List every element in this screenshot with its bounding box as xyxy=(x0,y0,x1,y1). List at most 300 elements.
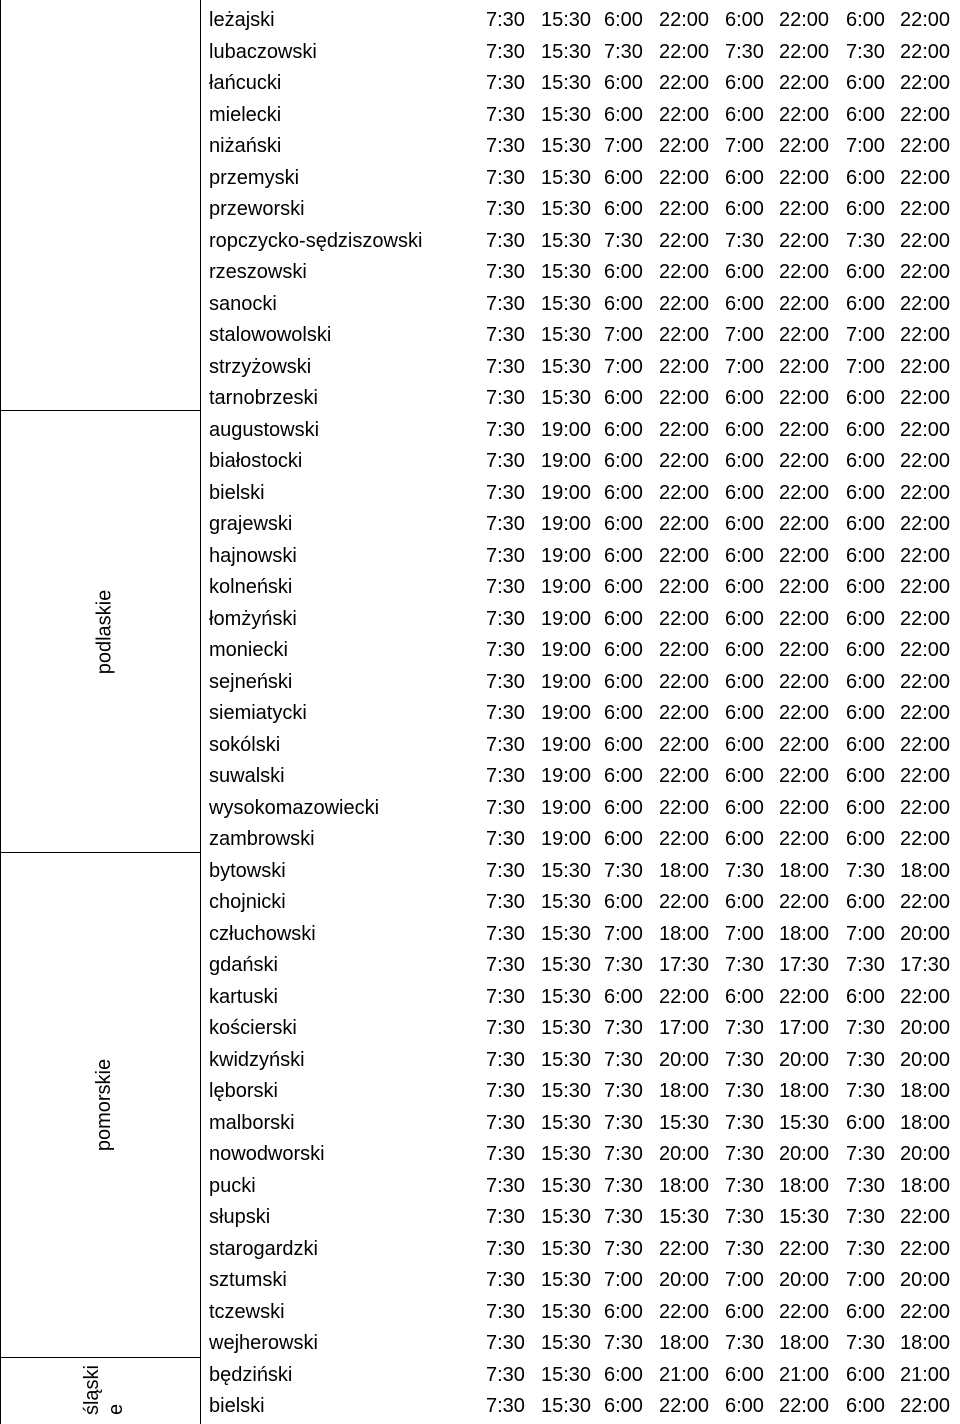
time-cell: 7:00 xyxy=(604,1269,643,1291)
county-name: stalowowolski xyxy=(209,324,332,346)
time-cell: 20:00 xyxy=(900,1269,951,1291)
time-cell: 22:00 xyxy=(659,135,710,157)
time-cell: 22:00 xyxy=(900,450,951,472)
time-cell: 19:00 xyxy=(541,576,592,598)
table-row xyxy=(200,791,960,823)
table-row xyxy=(200,1232,960,1264)
time-cell: 6:00 xyxy=(846,796,885,819)
time-cell: 15:30 xyxy=(541,387,592,409)
time-cell: 6:00 xyxy=(846,828,885,850)
time-cell: 22:00 xyxy=(659,639,710,661)
time-cell: 6:00 xyxy=(604,828,643,850)
time-cell: 7:30 xyxy=(604,1332,643,1354)
time-cell: 7:30 xyxy=(486,1017,525,1039)
time-cell: 7:30 xyxy=(604,40,643,63)
time-cell: 22:00 xyxy=(900,639,951,661)
table-row xyxy=(200,350,960,382)
time-cell: 7:30 xyxy=(486,891,525,913)
table-row xyxy=(200,948,960,980)
table-row xyxy=(200,35,960,67)
time-cell: 20:00 xyxy=(779,1048,830,1071)
table-row xyxy=(200,1200,960,1232)
time-cell: 18:00 xyxy=(659,1080,710,1102)
time-cell: 15:30 xyxy=(541,985,592,1008)
time-cell: 6:00 xyxy=(725,702,764,724)
table-row xyxy=(200,66,960,98)
time-cell: 22:00 xyxy=(779,9,830,31)
time-cell: 22:00 xyxy=(900,985,951,1008)
time-cell: 6:00 xyxy=(725,639,764,661)
time-cell: 6:00 xyxy=(846,1395,885,1417)
county-name: ropczycko-sędziszowski xyxy=(209,229,423,252)
time-cell: 22:00 xyxy=(900,9,951,31)
time-cell: 19:00 xyxy=(541,418,592,441)
time-cell: 6:00 xyxy=(846,72,885,94)
time-cell: 6:00 xyxy=(846,891,885,913)
group-label-line1: śląski xyxy=(80,1364,103,1416)
time-cell: 6:00 xyxy=(846,513,885,535)
time-cell: 15:30 xyxy=(541,229,592,252)
table-row xyxy=(200,759,960,791)
time-cell: 22:00 xyxy=(900,261,951,283)
time-cell: 17:30 xyxy=(659,954,710,976)
county-name: sejneński xyxy=(209,670,293,693)
table-row xyxy=(200,1106,960,1138)
time-cell: 22:00 xyxy=(779,198,830,220)
time-cell: 6:00 xyxy=(604,292,643,315)
time-cell: 6:00 xyxy=(846,261,885,283)
table-row xyxy=(200,728,960,760)
time-cell: 22:00 xyxy=(659,702,710,724)
time-cell: 20:00 xyxy=(659,1269,710,1291)
time-cell: 6:00 xyxy=(846,985,885,1008)
time-cell: 22:00 xyxy=(659,1300,710,1323)
time-cell: 18:00 xyxy=(900,1111,951,1134)
county-name: bielski xyxy=(209,1395,265,1417)
time-cell: 6:00 xyxy=(604,387,643,409)
time-cell: 15:30 xyxy=(659,1111,710,1134)
time-cell: 22:00 xyxy=(900,229,951,252)
time-cell: 7:30 xyxy=(486,40,525,63)
county-name: malborski xyxy=(209,1111,295,1134)
time-cell: 7:30 xyxy=(486,985,525,1008)
table-row xyxy=(200,255,960,287)
time-cell: 15:30 xyxy=(541,891,592,913)
time-cell: 7:30 xyxy=(486,1395,525,1417)
time-cell: 22:00 xyxy=(659,544,710,567)
time-cell: 22:00 xyxy=(900,513,951,535)
time-cell: 7:30 xyxy=(725,1143,764,1165)
time-cell: 6:00 xyxy=(846,166,885,189)
time-cell: 7:30 xyxy=(486,387,525,409)
time-cell: 7:30 xyxy=(725,40,764,63)
time-cell: 7:30 xyxy=(486,670,525,693)
time-cell: 6:00 xyxy=(725,481,764,504)
time-cell: 22:00 xyxy=(900,1395,951,1417)
time-cell: 7:00 xyxy=(846,355,885,378)
time-cell: 15:30 xyxy=(541,166,592,189)
time-cell: 15:30 xyxy=(541,103,592,126)
county-name: zambrowski xyxy=(209,828,315,850)
time-cell: 7:00 xyxy=(846,135,885,157)
time-cell: 20:00 xyxy=(900,1048,951,1071)
time-cell: 22:00 xyxy=(659,40,710,63)
county-name: leżajski xyxy=(209,9,275,31)
county-name: niżański xyxy=(209,135,282,157)
time-cell: 15:30 xyxy=(541,72,592,94)
time-cell: 7:30 xyxy=(604,1111,643,1134)
time-cell: 6:00 xyxy=(604,418,643,441)
county-name: łańcucki xyxy=(209,72,282,94)
time-cell: 15:30 xyxy=(541,1206,592,1228)
time-cell: 7:30 xyxy=(604,1237,643,1260)
time-cell: 6:00 xyxy=(604,670,643,693)
time-cell: 7:30 xyxy=(486,954,525,976)
time-cell: 22:00 xyxy=(900,387,951,409)
time-cell: 22:00 xyxy=(900,796,951,819)
time-cell: 17:00 xyxy=(659,1017,710,1039)
time-cell: 15:30 xyxy=(541,1174,592,1197)
table-row xyxy=(200,1389,960,1421)
time-cell: 6:00 xyxy=(604,9,643,31)
time-cell: 22:00 xyxy=(779,450,830,472)
time-cell: 6:00 xyxy=(846,733,885,756)
time-cell: 6:00 xyxy=(846,576,885,598)
time-cell: 6:00 xyxy=(846,639,885,661)
county-name: łomżyński xyxy=(209,607,297,630)
time-cell: 22:00 xyxy=(779,1237,830,1260)
time-cell: 20:00 xyxy=(779,1143,830,1165)
time-cell: 17:00 xyxy=(779,1017,830,1039)
time-cell: 7:30 xyxy=(725,1048,764,1071)
county-name: lęborski xyxy=(209,1080,278,1102)
time-cell: 15:30 xyxy=(541,1017,592,1039)
time-cell: 18:00 xyxy=(659,922,710,945)
time-cell: 22:00 xyxy=(900,72,951,94)
time-cell: 18:00 xyxy=(900,1080,951,1102)
county-name: kolneński xyxy=(209,576,293,598)
time-cell: 22:00 xyxy=(779,828,830,850)
county-name: siemiatycki xyxy=(209,702,307,724)
time-cell: 22:00 xyxy=(659,292,710,315)
time-cell: 7:30 xyxy=(846,40,885,63)
time-cell: 22:00 xyxy=(659,576,710,598)
time-cell: 7:30 xyxy=(486,481,525,504)
time-cell: 15:30 xyxy=(541,198,592,220)
time-cell: 7:30 xyxy=(486,1143,525,1165)
time-cell: 7:30 xyxy=(486,765,525,787)
time-cell: 18:00 xyxy=(779,1174,830,1197)
time-cell: 6:00 xyxy=(725,985,764,1008)
time-cell: 22:00 xyxy=(659,765,710,787)
time-cell: 7:00 xyxy=(604,135,643,157)
time-cell: 15:30 xyxy=(659,1206,710,1228)
time-cell: 7:30 xyxy=(846,1174,885,1197)
time-cell: 22:00 xyxy=(900,702,951,724)
time-cell: 7:00 xyxy=(725,922,764,945)
time-cell: 6:00 xyxy=(725,1300,764,1323)
time-cell: 7:30 xyxy=(486,166,525,189)
time-cell: 22:00 xyxy=(659,324,710,346)
time-cell: 7:30 xyxy=(486,828,525,850)
table-row xyxy=(200,1263,960,1295)
time-cell: 7:30 xyxy=(604,1017,643,1039)
time-cell: 15:30 xyxy=(541,355,592,378)
time-cell: 20:00 xyxy=(900,922,951,945)
time-cell: 15:30 xyxy=(541,954,592,976)
time-cell: 7:30 xyxy=(486,513,525,535)
time-cell: 6:00 xyxy=(725,418,764,441)
time-cell: 19:00 xyxy=(541,796,592,819)
time-cell: 7:30 xyxy=(604,1048,643,1071)
county-name: augustowski xyxy=(209,418,320,441)
time-cell: 22:00 xyxy=(900,607,951,630)
time-cell: 7:30 xyxy=(486,1269,525,1291)
time-cell: 7:30 xyxy=(486,324,525,346)
table-row xyxy=(200,1295,960,1327)
time-cell: 22:00 xyxy=(900,103,951,126)
table-row xyxy=(200,161,960,193)
time-cell: 6:00 xyxy=(725,387,764,409)
time-cell: 22:00 xyxy=(779,1300,830,1323)
time-cell: 22:00 xyxy=(900,198,951,220)
time-cell: 6:00 xyxy=(846,765,885,787)
time-cell: 6:00 xyxy=(725,103,764,126)
table-row xyxy=(200,413,960,445)
time-cell: 6:00 xyxy=(725,1363,764,1386)
group-label-text: podlaskie xyxy=(92,589,115,674)
time-cell: 7:00 xyxy=(846,1269,885,1291)
time-cell: 7:30 xyxy=(486,229,525,252)
time-cell: 6:00 xyxy=(604,481,643,504)
time-cell: 22:00 xyxy=(659,607,710,630)
time-cell: 19:00 xyxy=(541,639,592,661)
time-cell: 7:00 xyxy=(604,355,643,378)
time-cell: 19:00 xyxy=(541,450,592,472)
county-name: hajnowski xyxy=(209,544,297,567)
time-cell: 6:00 xyxy=(604,1363,643,1386)
table-row xyxy=(200,917,960,949)
time-cell: 22:00 xyxy=(779,387,830,409)
time-cell: 6:00 xyxy=(846,198,885,220)
time-cell: 19:00 xyxy=(541,702,592,724)
time-cell: 22:00 xyxy=(659,72,710,94)
time-cell: 22:00 xyxy=(779,166,830,189)
time-cell: 22:00 xyxy=(659,796,710,819)
table-row xyxy=(200,287,960,319)
time-cell: 22:00 xyxy=(779,670,830,693)
time-cell: 7:30 xyxy=(486,1080,525,1102)
county-name: człuchowski xyxy=(209,922,316,945)
time-cell: 22:00 xyxy=(659,9,710,31)
county-name: kartuski xyxy=(209,985,278,1008)
county-name: strzyżowski xyxy=(209,355,312,378)
time-cell: 6:00 xyxy=(725,513,764,535)
time-cell: 22:00 xyxy=(779,103,830,126)
time-cell: 21:00 xyxy=(900,1363,951,1386)
time-cell: 15:30 xyxy=(541,1237,592,1260)
time-cell: 22:00 xyxy=(779,40,830,63)
table-row xyxy=(200,129,960,161)
time-cell: 22:00 xyxy=(659,481,710,504)
time-cell: 7:30 xyxy=(486,1111,525,1134)
time-cell: 7:30 xyxy=(486,922,525,945)
time-cell: 7:30 xyxy=(486,1300,525,1323)
table-row xyxy=(200,318,960,350)
table-row xyxy=(200,1326,960,1358)
table-row xyxy=(200,98,960,130)
county-name: tarnobrzeski xyxy=(209,387,318,409)
county-name: wejherowski xyxy=(209,1332,318,1354)
time-cell: 7:30 xyxy=(486,607,525,630)
time-cell: 21:00 xyxy=(659,1363,710,1386)
time-cell: 15:30 xyxy=(779,1206,830,1228)
time-cell: 7:30 xyxy=(604,229,643,252)
time-cell: 22:00 xyxy=(900,891,951,913)
time-cell: 19:00 xyxy=(541,670,592,693)
time-cell: 22:00 xyxy=(659,387,710,409)
time-cell: 7:30 xyxy=(725,1332,764,1354)
time-cell: 22:00 xyxy=(779,135,830,157)
time-cell: 17:30 xyxy=(779,954,830,976)
time-cell: 7:30 xyxy=(846,1080,885,1102)
time-cell: 7:30 xyxy=(725,859,764,882)
time-cell: 7:30 xyxy=(725,1174,764,1197)
table-row xyxy=(200,885,960,917)
time-cell: 15:30 xyxy=(541,1300,592,1323)
time-cell: 7:30 xyxy=(486,450,525,472)
time-cell: 6:00 xyxy=(846,1363,885,1386)
time-cell: 7:30 xyxy=(486,576,525,598)
time-cell: 7:30 xyxy=(725,1237,764,1260)
time-cell: 22:00 xyxy=(900,324,951,346)
time-cell: 7:00 xyxy=(725,324,764,346)
time-cell: 20:00 xyxy=(900,1143,951,1165)
table-row xyxy=(200,507,960,539)
group-label-podlaskie xyxy=(0,411,200,852)
time-cell: 20:00 xyxy=(900,1017,951,1039)
time-cell: 7:00 xyxy=(604,324,643,346)
table-row xyxy=(200,822,960,854)
time-cell: 19:00 xyxy=(541,828,592,850)
time-cell: 6:00 xyxy=(725,733,764,756)
time-cell: 7:00 xyxy=(725,355,764,378)
time-cell: 19:00 xyxy=(541,481,592,504)
time-cell: 6:00 xyxy=(846,1111,885,1134)
table-row xyxy=(200,539,960,571)
time-cell: 15:30 xyxy=(541,1332,592,1354)
time-cell: 22:00 xyxy=(779,702,830,724)
time-cell: 22:00 xyxy=(779,985,830,1008)
time-cell: 6:00 xyxy=(725,544,764,567)
time-cell: 6:00 xyxy=(846,481,885,504)
time-cell: 22:00 xyxy=(900,733,951,756)
time-cell: 22:00 xyxy=(900,670,951,693)
table-row xyxy=(200,381,960,413)
table-row xyxy=(200,633,960,665)
time-cell: 15:30 xyxy=(541,1080,592,1102)
time-cell: 22:00 xyxy=(900,1206,951,1228)
time-cell: 22:00 xyxy=(779,229,830,252)
time-cell: 22:00 xyxy=(900,1237,951,1260)
time-cell: 6:00 xyxy=(725,450,764,472)
table-row xyxy=(200,1169,960,1201)
time-cell: 6:00 xyxy=(725,292,764,315)
time-cell: 15:30 xyxy=(541,859,592,882)
county-name: sztumski xyxy=(209,1269,287,1291)
time-cell: 22:00 xyxy=(779,607,830,630)
time-cell: 7:30 xyxy=(486,418,525,441)
time-cell: 6:00 xyxy=(846,292,885,315)
time-cell: 7:00 xyxy=(725,1269,764,1291)
time-cell: 22:00 xyxy=(779,796,830,819)
time-cell: 7:30 xyxy=(486,796,525,819)
time-cell: 7:30 xyxy=(486,135,525,157)
time-cell: 19:00 xyxy=(541,544,592,567)
table-row xyxy=(200,1137,960,1169)
county-name: białostocki xyxy=(209,450,303,472)
time-cell: 7:30 xyxy=(486,9,525,31)
time-cell: 7:30 xyxy=(486,702,525,724)
time-cell: 6:00 xyxy=(604,103,643,126)
time-cell: 19:00 xyxy=(541,607,592,630)
county-name: mielecki xyxy=(209,103,282,126)
time-cell: 6:00 xyxy=(604,261,643,283)
table-row xyxy=(200,1074,960,1106)
time-cell: 22:00 xyxy=(779,261,830,283)
time-cell: 22:00 xyxy=(900,828,951,850)
time-cell: 6:00 xyxy=(604,1300,643,1323)
county-name: suwalski xyxy=(209,765,285,787)
time-cell: 22:00 xyxy=(659,733,710,756)
county-name: moniecki xyxy=(209,639,288,661)
table-row xyxy=(200,602,960,634)
time-cell: 6:00 xyxy=(725,670,764,693)
table-row xyxy=(200,1011,960,1043)
county-name: tczewski xyxy=(209,1300,285,1323)
time-cell: 7:30 xyxy=(486,1206,525,1228)
time-cell: 7:30 xyxy=(486,859,525,882)
time-cell: 7:30 xyxy=(846,954,885,976)
time-cell: 6:00 xyxy=(846,450,885,472)
table-row xyxy=(200,476,960,508)
time-cell: 6:00 xyxy=(725,261,764,283)
time-cell: 6:00 xyxy=(604,1395,643,1417)
time-cell: 18:00 xyxy=(779,1080,830,1102)
time-cell: 22:00 xyxy=(900,1300,951,1323)
time-cell: 22:00 xyxy=(659,670,710,693)
time-cell: 15:30 xyxy=(541,1048,592,1071)
time-cell: 6:00 xyxy=(604,985,643,1008)
time-cell: 6:00 xyxy=(604,72,643,94)
time-cell: 6:00 xyxy=(846,544,885,567)
time-cell: 18:00 xyxy=(779,859,830,882)
time-cell: 22:00 xyxy=(659,198,710,220)
county-name: gdański xyxy=(209,954,278,976)
time-cell: 6:00 xyxy=(604,733,643,756)
time-cell: 7:30 xyxy=(486,1174,525,1197)
county-name: grajewski xyxy=(209,513,293,535)
time-cell: 7:30 xyxy=(725,1080,764,1102)
time-cell: 6:00 xyxy=(725,198,764,220)
group-label-line2: e xyxy=(104,1403,127,1416)
time-cell: 6:00 xyxy=(604,513,643,535)
table-row xyxy=(200,224,960,256)
time-cell: 6:00 xyxy=(604,639,643,661)
time-cell: 18:00 xyxy=(659,859,710,882)
time-cell: 19:00 xyxy=(541,513,592,535)
time-cell: 22:00 xyxy=(779,1395,830,1417)
